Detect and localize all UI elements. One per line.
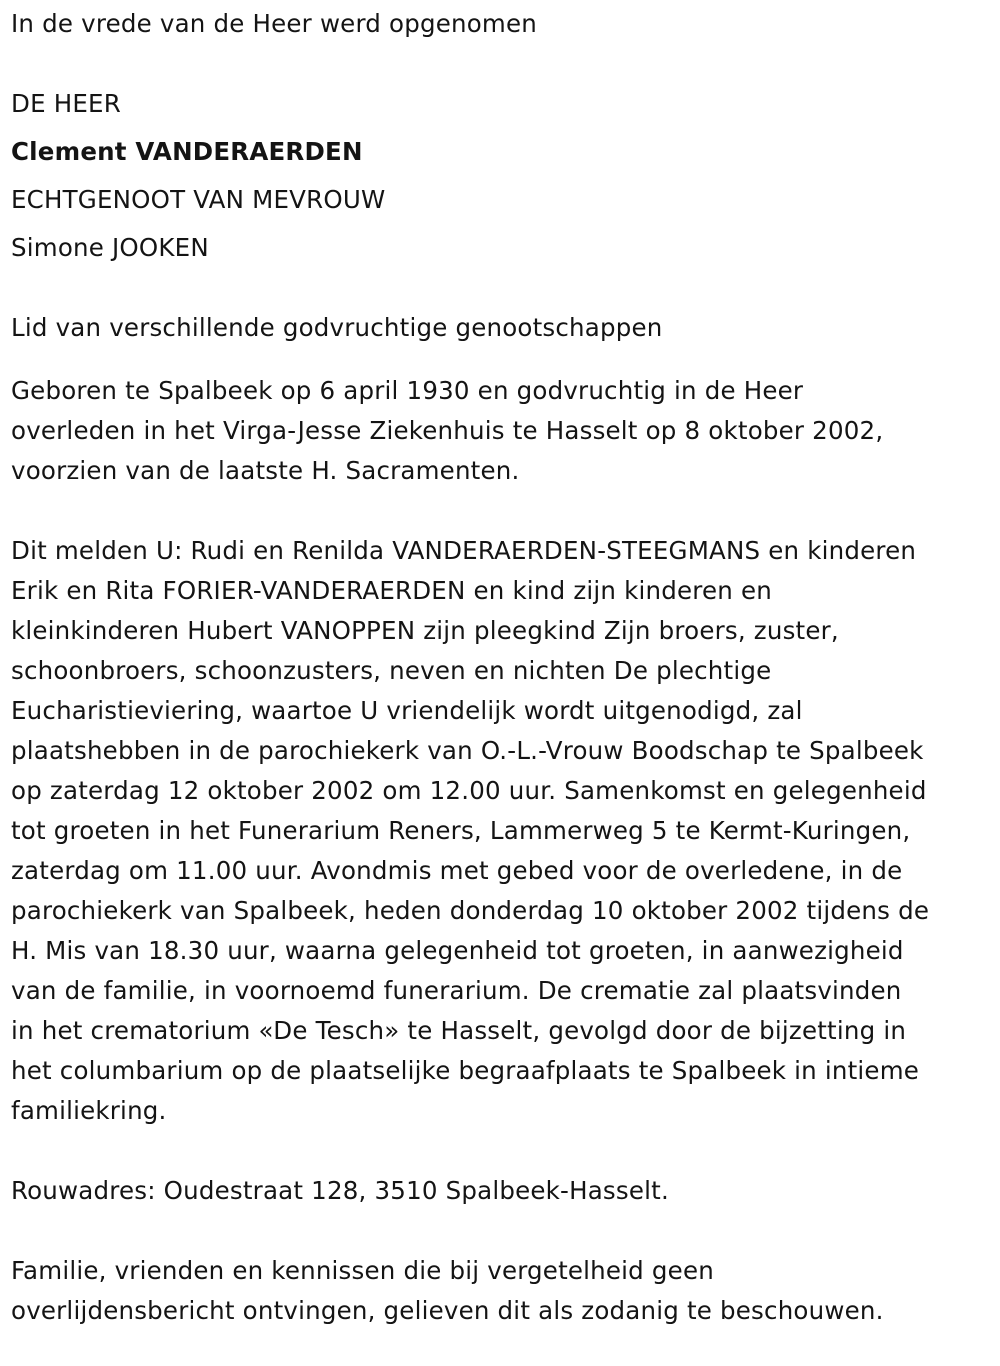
address-line: Rouwadres: Oudestraat 128, 3510 Spalbeek-Hasselt.: [11, 1176, 669, 1205]
closing-paragraph: [11, 1251, 996, 1331]
paragraph-line: overlijdensbericht ontvingen, gelieven dit als zodanig te beschouwen.: [11, 1296, 884, 1325]
paragraph-line: voorzien van de laatste H. Sacramenten.: [11, 456, 520, 485]
paragraph-line: parochiekerk van Spalbeek, heden donderdag 10 oktober 2002 tijdens de: [11, 896, 930, 925]
paragraph-line: Erik en Rita FORIER-VANDERAERDEN en kind zijn kinderen en: [11, 576, 772, 605]
paragraph-line: kleinkinderen Hubert VANOPPEN zijn pleegkind Zijn broers, zuster,: [11, 616, 839, 645]
paragraph-line: van de familie, in voornoemd funerarium. De crematie zal plaatsvinden: [11, 976, 902, 1005]
paragraph-line: schoonbroers, schoonzusters, neven en nichten De plechtige: [11, 656, 772, 685]
announcement-paragraph: [11, 531, 996, 1131]
spacer: [11, 272, 996, 304]
paragraph-line: familiekring.: [11, 1096, 167, 1125]
paragraph-line: overleden in het Virga-Jesse Ziekenhuis te Hasselt op 8 oktober 2002,: [11, 416, 884, 445]
paragraph-line: het columbarium op de plaatselijke begraafplaats te Spalbeek in intieme: [11, 1056, 920, 1085]
deceased-name: Clement VANDERAERDEN: [11, 137, 363, 166]
spacer: [11, 48, 996, 80]
intro-line: In de vrede van de Heer werd opgenomen: [11, 9, 537, 38]
paragraph-line: Dit melden U: Rudi en Renilda VANDERAERDEN-STEEGMANS en kinderen: [11, 536, 917, 565]
paragraph-line: Familie, vrienden en kennissen die bij vergetelheid geen: [11, 1256, 714, 1285]
paragraph-line: Eucharistieviering, waartoe U vriendelijk wordt uitgenodigd, zal: [11, 696, 803, 725]
birth-death-paragraph: [11, 371, 996, 491]
spouse-name: Simone JOOKEN: [11, 233, 209, 262]
membership-line: Lid van verschillende godvruchtige genootschappen: [11, 313, 663, 342]
address-paragraph: [11, 1171, 996, 1211]
paragraph-line: tot groeten in het Funerarium Reners, Lammerweg 5 te Kermt-Kuringen,: [11, 816, 911, 845]
title-prefix: DE HEER: [11, 89, 121, 118]
paragraph-line: Geboren te Spalbeek op 6 april 1930 en godvruchtig in de Heer: [11, 376, 804, 405]
paragraph-line: op zaterdag 12 oktober 2002 om 12.00 uur. Samenkomst en gelegenheid: [11, 776, 927, 805]
paragraph-line: plaatshebben in de parochiekerk van O.-L.-Vrouw Boodschap te Spalbeek: [11, 736, 924, 765]
paragraph-line: in het crematorium «De Tesch» te Hasselt, gevolgd door de bijzetting in: [11, 1016, 907, 1045]
paragraph-line: zaterdag om 11.00 uur. Avondmis met gebed voor de overledene, in de: [11, 856, 903, 885]
obituary-document: [11, 0, 996, 1331]
paragraph-line: H. Mis van 18.30 uur, waarna gelegenheid tot groeten, in aanwezigheid: [11, 936, 904, 965]
spouse-label: ECHTGENOOT VAN MEVROUW: [11, 185, 386, 214]
